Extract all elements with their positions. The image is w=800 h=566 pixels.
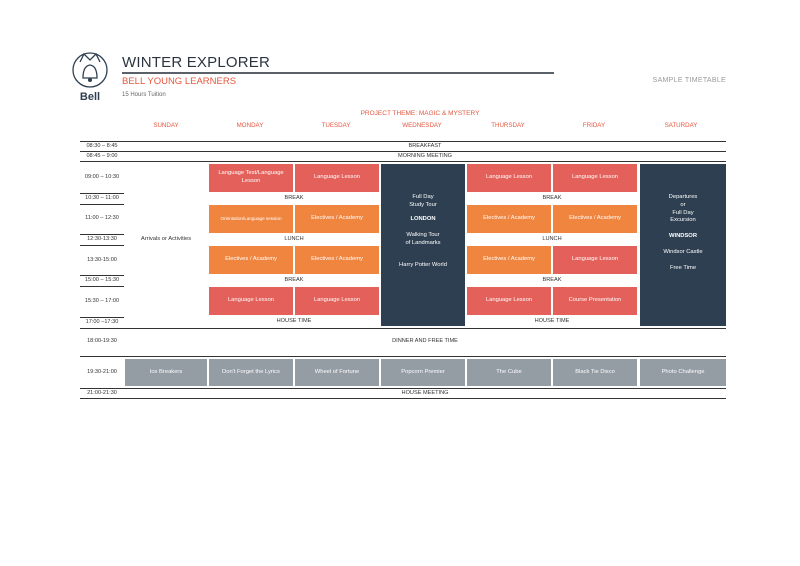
dinner-band: DINNER AND FREE TIME [392,338,458,344]
house-meeting-band: HOUSE MEETING [401,390,449,396]
row-divider [80,398,726,399]
tuition-hours: 15 Hours Tuition [122,92,166,98]
break-band: BREAK [284,195,304,201]
saturday-line: or [680,201,686,208]
friday-slot-3: Language Lesson [553,246,637,274]
monday-slot-1: Language Test/Language Lesson [209,164,293,192]
breakfast-band: BREAKFAST [408,143,442,149]
saturday-line: Full Day [672,209,694,216]
house-time-band: HOUSE TIME [534,318,570,324]
time-label: 17:00 –17:30 [85,319,119,325]
wednesday-full-day-tour [381,164,465,326]
time-label: 09:00 – 10:30 [84,174,120,180]
row-divider [80,328,726,329]
wednesday-line: Harry Potter World [399,262,447,269]
evening-thursday: The Cube [467,359,551,386]
tuesday-slot-2: Electives / Academy [295,205,379,233]
row-divider [80,151,726,152]
wednesday-line: Full Day [412,194,434,200]
row-divider [80,141,726,142]
bell-logo [68,48,112,106]
sample-label: SAMPLE TIMETABLE [652,77,726,84]
row-divider [80,275,124,276]
lunch-band: LUNCH [542,236,562,242]
evening-tuesday: Wheel of Fortune [295,359,379,386]
day-header-wednesday: WEDNESDAY [402,122,442,129]
saturday-line: Windsor Castle [663,249,703,256]
thursday-slot-4: Language Lesson [467,287,551,315]
break-band: BREAK [284,277,304,283]
tuesday-slot-4: Language Lesson [295,287,379,315]
house-time-band: HOUSE TIME [276,318,312,324]
saturday-excursion [640,164,726,326]
row-divider [80,245,124,246]
day-header-sunday: SUNDAY [153,122,179,129]
wednesday-line: Walking Tour [406,232,440,239]
break-band: BREAK [542,195,562,201]
friday-slot-1: Language Lesson [553,164,637,192]
time-label: 08:45 – 9:00 [86,153,118,159]
sunday-arrivals: Arrivals or Activities [140,236,192,242]
tuesday-slot-1: Language Lesson [295,164,379,192]
tuesday-slot-3: Electives / Academy [295,246,379,274]
day-header-saturday: SATURDAY [664,122,698,129]
day-header-friday: FRIDAY [582,122,606,129]
time-label: 15:00 – 15:30 [84,277,120,283]
evening-wednesday: Popcorn Premier [381,359,465,386]
day-header-thursday: THURSDAY [491,122,525,129]
time-label: 15:30 – 17:00 [84,298,120,304]
time-label: 21:00-21:30 [87,390,117,396]
time-label: 19:30-21:00 [87,369,117,375]
row-divider [80,204,124,205]
page-title: WINTER EXPLORER [122,54,271,71]
time-label: 18:00-19:30 [87,338,117,344]
time-label: 10:30 – 11:00 [85,195,119,201]
day-header-tuesday: TUESDAY [321,122,351,129]
wednesday-destination: LONDON [410,215,436,222]
thursday-slot-2: Electives / Academy [467,205,551,233]
lunch-band: LUNCH [284,236,304,242]
break-band: BREAK [542,277,562,283]
time-label: 13:30-15:00 [87,257,117,263]
evening-sunday: Ice Breakers [125,359,207,386]
svg-text:Bell: Bell [79,91,101,103]
monday-slot-4: Language Lesson [209,287,293,315]
saturday-line: Excursion [670,217,696,224]
row-divider [80,234,124,235]
time-label: 11:00 – 12:30 [85,215,119,221]
evening-monday: Don't Forget the Lyrics [209,359,293,386]
monday-slot-3: Electives / Academy [209,246,293,274]
evening-friday: Black Tie Disco [553,359,637,386]
friday-slot-2: Electives / Academy [553,205,637,233]
saturday-destination: WINDSOR [668,233,698,240]
morning-meeting-band: MORNING MEETING [397,153,453,159]
friday-slot-4: Course Presentation [553,287,637,315]
row-divider [80,356,726,357]
title-rule [122,72,554,74]
saturday-line: Departures [668,194,698,200]
row-divider [80,286,124,287]
monday-slot-2: Orientation/Language session [209,205,293,233]
time-label: 08:30 – 8:45 [86,143,118,149]
page-subtitle: BELL YOUNG LEARNERS [122,76,237,87]
row-divider [80,388,726,389]
row-divider [80,193,124,194]
row-divider [80,317,124,318]
thursday-slot-1: Language Lesson [467,164,551,192]
time-label: 12:30-13:30 [87,236,117,242]
wednesday-line: Study Tour [409,201,437,208]
wednesday-line: of Landmarks [405,240,441,247]
day-header-monday: MONDAY [236,122,264,129]
saturday-line: Free Time [669,264,697,271]
row-divider [80,161,726,162]
project-theme: PROJECT THEME: MAGIC & MYSTERY [360,110,480,117]
evening-saturday: Photo Challenge [640,359,726,386]
thursday-slot-3: Electives / Academy [467,246,551,274]
